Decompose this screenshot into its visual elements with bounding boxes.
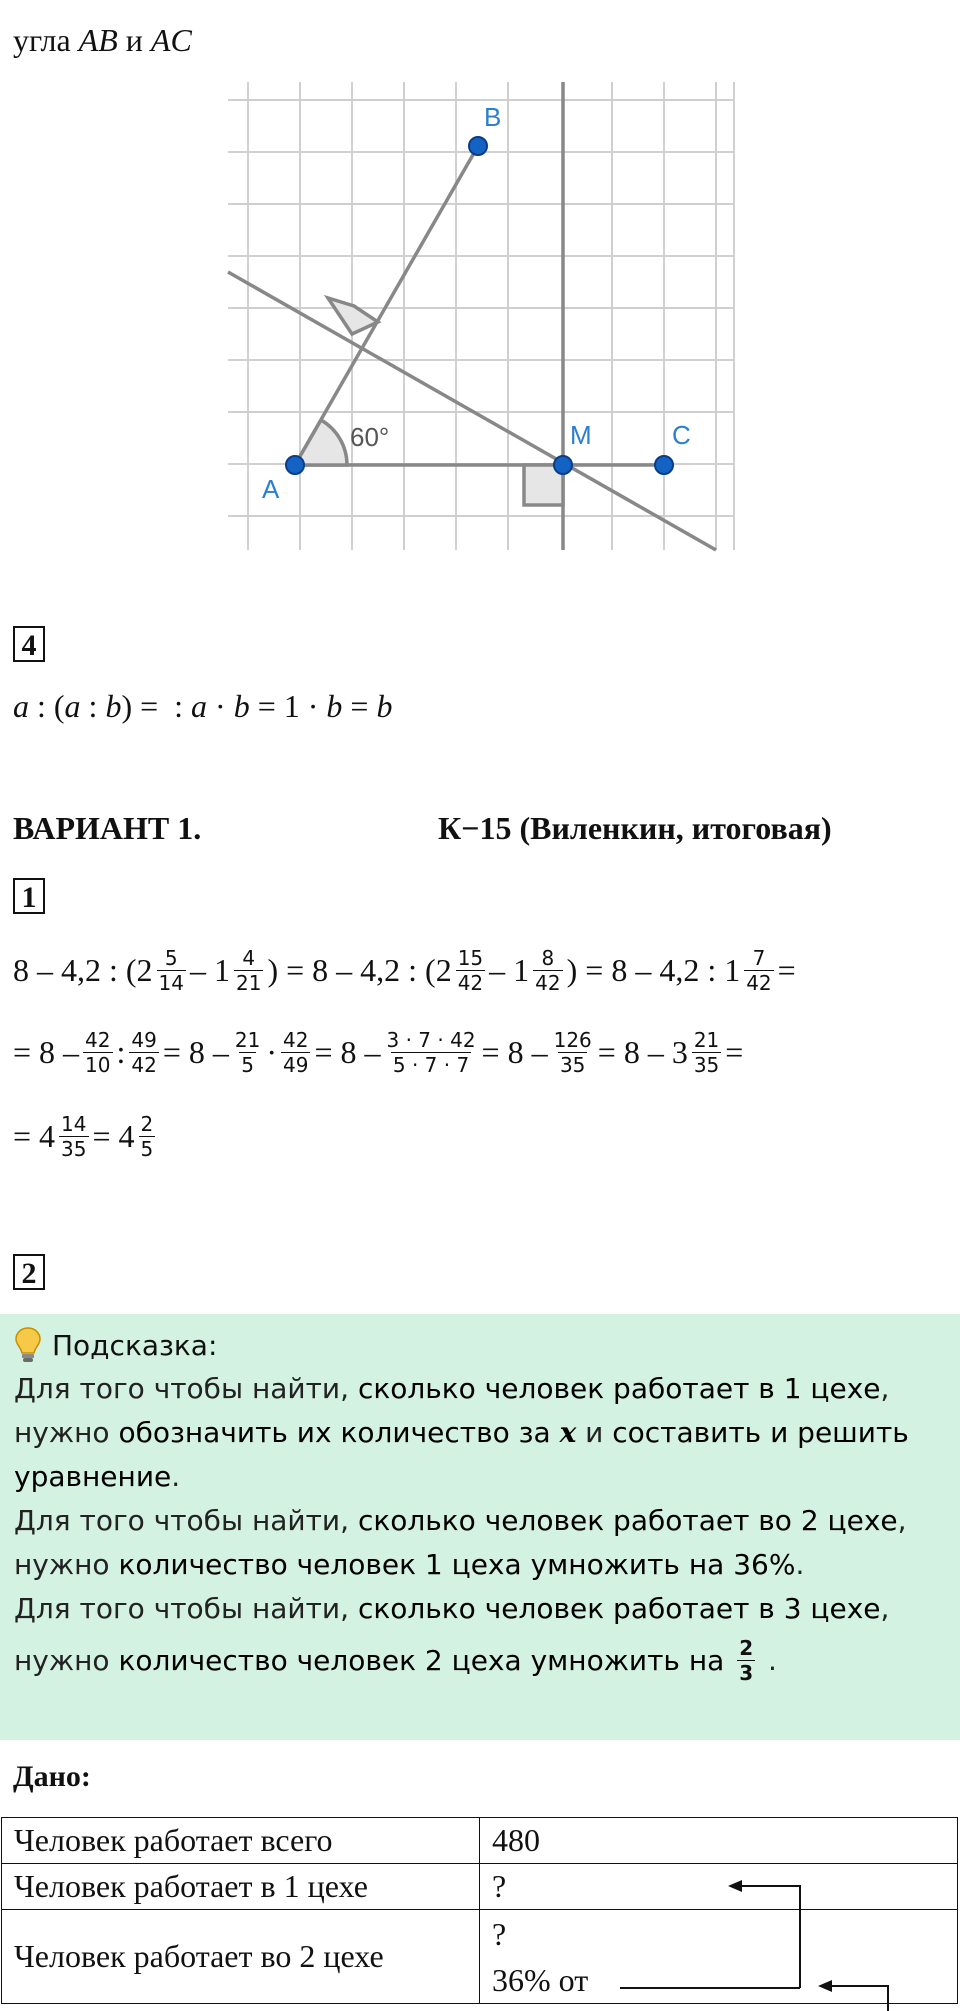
f4-c6: = — [342, 688, 377, 724]
hint-line-4 — [14, 1504, 907, 1537]
fraction — [385, 1028, 478, 1077]
table-cell-label: Человек работает во 2 цехе — [2, 1910, 480, 2004]
fraction-den: 10 — [85, 1052, 111, 1077]
hint-text: нужно — [14, 1416, 119, 1449]
table-row — [2, 1818, 958, 1864]
point-c — [655, 456, 673, 474]
fraction-num: 42 — [85, 1027, 111, 1052]
hint-text: Для того чтобы найти, — [14, 1372, 358, 1405]
hint-strong: сколько человек работает в 3 цехе — [357, 1592, 881, 1625]
label-b: B — [484, 102, 502, 132]
fraction — [737, 1636, 755, 1685]
task4-formula — [13, 688, 392, 725]
f4-b4: b — [376, 688, 393, 724]
f4-b1: b — [105, 688, 122, 724]
lightbulb-icon — [14, 1326, 42, 1364]
fraction-den: 21 — [236, 970, 262, 995]
fraction — [533, 946, 562, 995]
fraction-num: 4 — [242, 945, 256, 970]
fraction-num: 21 — [234, 1027, 261, 1052]
fraction-num: 15 — [457, 945, 484, 970]
f4-b2: b — [233, 688, 250, 724]
t1l2-t7: = 8 – 3 — [597, 1033, 688, 1070]
hint-title: Подсказка: — [52, 1328, 218, 1362]
t1l1-t1: 8 – 4,2 : (2 — [13, 951, 153, 988]
intro-mid: и — [117, 22, 151, 58]
fraction-num: 49 — [131, 1027, 157, 1052]
fraction-den: 42 — [457, 970, 484, 995]
fraction-den: 49 — [283, 1052, 309, 1077]
f4-c2: : — [80, 688, 106, 724]
point-b — [469, 137, 487, 155]
task-number-1: 1 — [13, 878, 45, 914]
hint-line-5 — [14, 1548, 804, 1581]
fraction-num: 21 — [693, 1027, 720, 1052]
fraction — [59, 1112, 88, 1161]
f4-a1: a — [13, 688, 29, 724]
hint-strong: количество человек 1 цеха умножить на 36% — [118, 1548, 796, 1581]
hint-box — [0, 1314, 960, 1740]
hint-text: , — [880, 1592, 890, 1625]
intro-prefix: угла — [13, 22, 79, 58]
t1l2-t5: = 8 – — [314, 1033, 381, 1070]
fraction-den: 3 — [739, 1661, 754, 1685]
fraction-den: 42 — [131, 1052, 157, 1077]
segment-ab: AB — [78, 22, 118, 58]
hint-text: . — [171, 1460, 181, 1493]
t1l2-t3: = 8 – — [162, 1033, 229, 1070]
fraction — [281, 1028, 310, 1077]
table-cell-label: Человек работает всего — [2, 1818, 480, 1864]
segment-ac: AC — [150, 22, 192, 58]
t1l3-t1: = 4 — [13, 1117, 56, 1154]
label-c: C — [672, 420, 691, 450]
angle-label: 60° — [350, 422, 390, 452]
hint-line-1 — [14, 1372, 889, 1405]
hint-line-3 — [14, 1460, 180, 1493]
t1l2-t1: = 8 – — [13, 1033, 80, 1070]
f4-a2: a — [64, 688, 81, 724]
t1l1-t2: – 1 — [190, 951, 230, 988]
intro-text — [13, 22, 192, 59]
t1l2-t4: · — [266, 1033, 277, 1070]
label-a: A — [262, 474, 280, 504]
f4-c4: · — [207, 688, 234, 724]
t1l2-t2: : — [116, 1033, 126, 1070]
fraction-num: 2 — [739, 1636, 754, 1660]
fraction-num: 3 · 7 · 42 — [386, 1027, 476, 1052]
table-cell-value: 480 — [480, 1818, 958, 1864]
fraction-num: 7 — [752, 945, 766, 970]
point-a — [286, 456, 304, 474]
fraction-num: 14 — [61, 1111, 87, 1136]
table-cell-label: Человек работает в 1 цехе — [2, 1864, 480, 1910]
hint-strong: уравнение — [14, 1460, 172, 1493]
arrow-connector-1 — [740, 1886, 800, 1988]
hint-line-2 — [14, 1416, 909, 1449]
fraction-num: 8 — [541, 945, 555, 970]
table-cell-value: ? — [492, 1915, 507, 1952]
hint-strong: сколько человек работает во 2 цехе — [357, 1504, 898, 1537]
hint-line-7 — [14, 1636, 777, 1685]
fraction — [129, 1028, 158, 1077]
hint-text: нужно — [14, 1548, 119, 1581]
fraction-den: 5 — [241, 1052, 254, 1077]
fraction-den: 14 — [158, 970, 184, 995]
t1l1-t5: ) = 8 – 4,2 : 1 — [566, 951, 741, 988]
t1l1-t6: = — [777, 951, 796, 988]
fraction — [83, 1028, 112, 1077]
fraction — [456, 946, 485, 995]
label-m: M — [570, 420, 592, 450]
f4-b3: b — [326, 688, 343, 724]
hint-text: нужно — [14, 1644, 119, 1677]
fraction — [234, 946, 263, 995]
table-cell-value: ? — [480, 1864, 958, 1910]
hint-strong: составить и решить — [612, 1416, 909, 1449]
fraction — [139, 1112, 156, 1161]
table-cell-value: 36% от — [492, 1961, 589, 1998]
variant-title: ВАРИАНТ 1. — [13, 810, 202, 846]
table-arrows — [600, 1870, 900, 2011]
task1-line3 — [13, 1104, 159, 1168]
arrow-connector-2 — [830, 1986, 888, 2011]
hint-line-6 — [14, 1592, 889, 1625]
hint-text: Для того чтобы найти, — [14, 1504, 358, 1537]
t1l2-t6: = 8 – — [481, 1033, 548, 1070]
hint-variable: x — [559, 1416, 577, 1449]
hint-strong: количество человек 2 цеха умножить на — [118, 1644, 734, 1677]
angle-arc-60 — [295, 420, 347, 465]
t1l3-t2: = 4 — [92, 1117, 135, 1154]
fraction-den: 5 — [140, 1136, 154, 1161]
task-number-2: 2 — [13, 1254, 45, 1290]
point-m — [554, 456, 572, 474]
fraction-num: 126 — [553, 1027, 592, 1052]
f4-c3: ) = : — [121, 688, 192, 724]
fraction-den: 35 — [559, 1052, 586, 1077]
task1-line2 — [13, 1020, 743, 1084]
f4-c1: : ( — [29, 688, 65, 724]
fraction-num: 2 — [140, 1111, 154, 1136]
hint-text: Для того чтобы найти, — [14, 1592, 358, 1625]
fraction-num: 5 — [164, 945, 178, 970]
segment-ab-line — [295, 146, 478, 465]
hint-text: . — [795, 1548, 805, 1581]
t1l2-t8: = — [725, 1033, 744, 1070]
t1l1-t4: – 1 — [489, 951, 530, 988]
fraction-den: 42 — [746, 970, 772, 995]
geometry-figure — [220, 78, 740, 558]
fraction — [744, 946, 773, 995]
hint-title-row — [14, 1326, 217, 1364]
variant-subtitle: К−15 (Виленкин, итоговая) — [438, 810, 832, 846]
t1l1-t3: ) = 8 – 4,2 : (2 — [267, 951, 452, 988]
fraction — [233, 1028, 262, 1077]
hint-strong: обозначить их количество за — [118, 1416, 560, 1449]
hint-text: и — [576, 1416, 613, 1449]
fraction-den: 42 — [535, 970, 561, 995]
hint-text: , — [897, 1504, 907, 1537]
task1-line1 — [13, 938, 796, 1002]
fraction-den: 35 — [61, 1136, 87, 1161]
arrow-head-icon — [728, 1880, 742, 1892]
given-title: Дано: — [13, 1760, 91, 1793]
fraction — [552, 1028, 594, 1077]
f4-a3: a — [191, 688, 208, 724]
task-number-4: 4 — [13, 626, 45, 662]
hint-strong: сколько человек работает в 1 цехе — [357, 1372, 881, 1405]
arrow-head-icon — [818, 1980, 832, 1992]
hint-text: , — [880, 1372, 890, 1405]
fraction-num: 42 — [283, 1027, 309, 1052]
fraction-den: 5 · 7 · 7 — [392, 1052, 470, 1077]
fraction — [157, 946, 186, 995]
hint-text: . — [759, 1644, 777, 1677]
fraction — [692, 1028, 721, 1077]
fraction-den: 35 — [693, 1052, 720, 1077]
f4-c5: = 1 · — [249, 688, 327, 724]
